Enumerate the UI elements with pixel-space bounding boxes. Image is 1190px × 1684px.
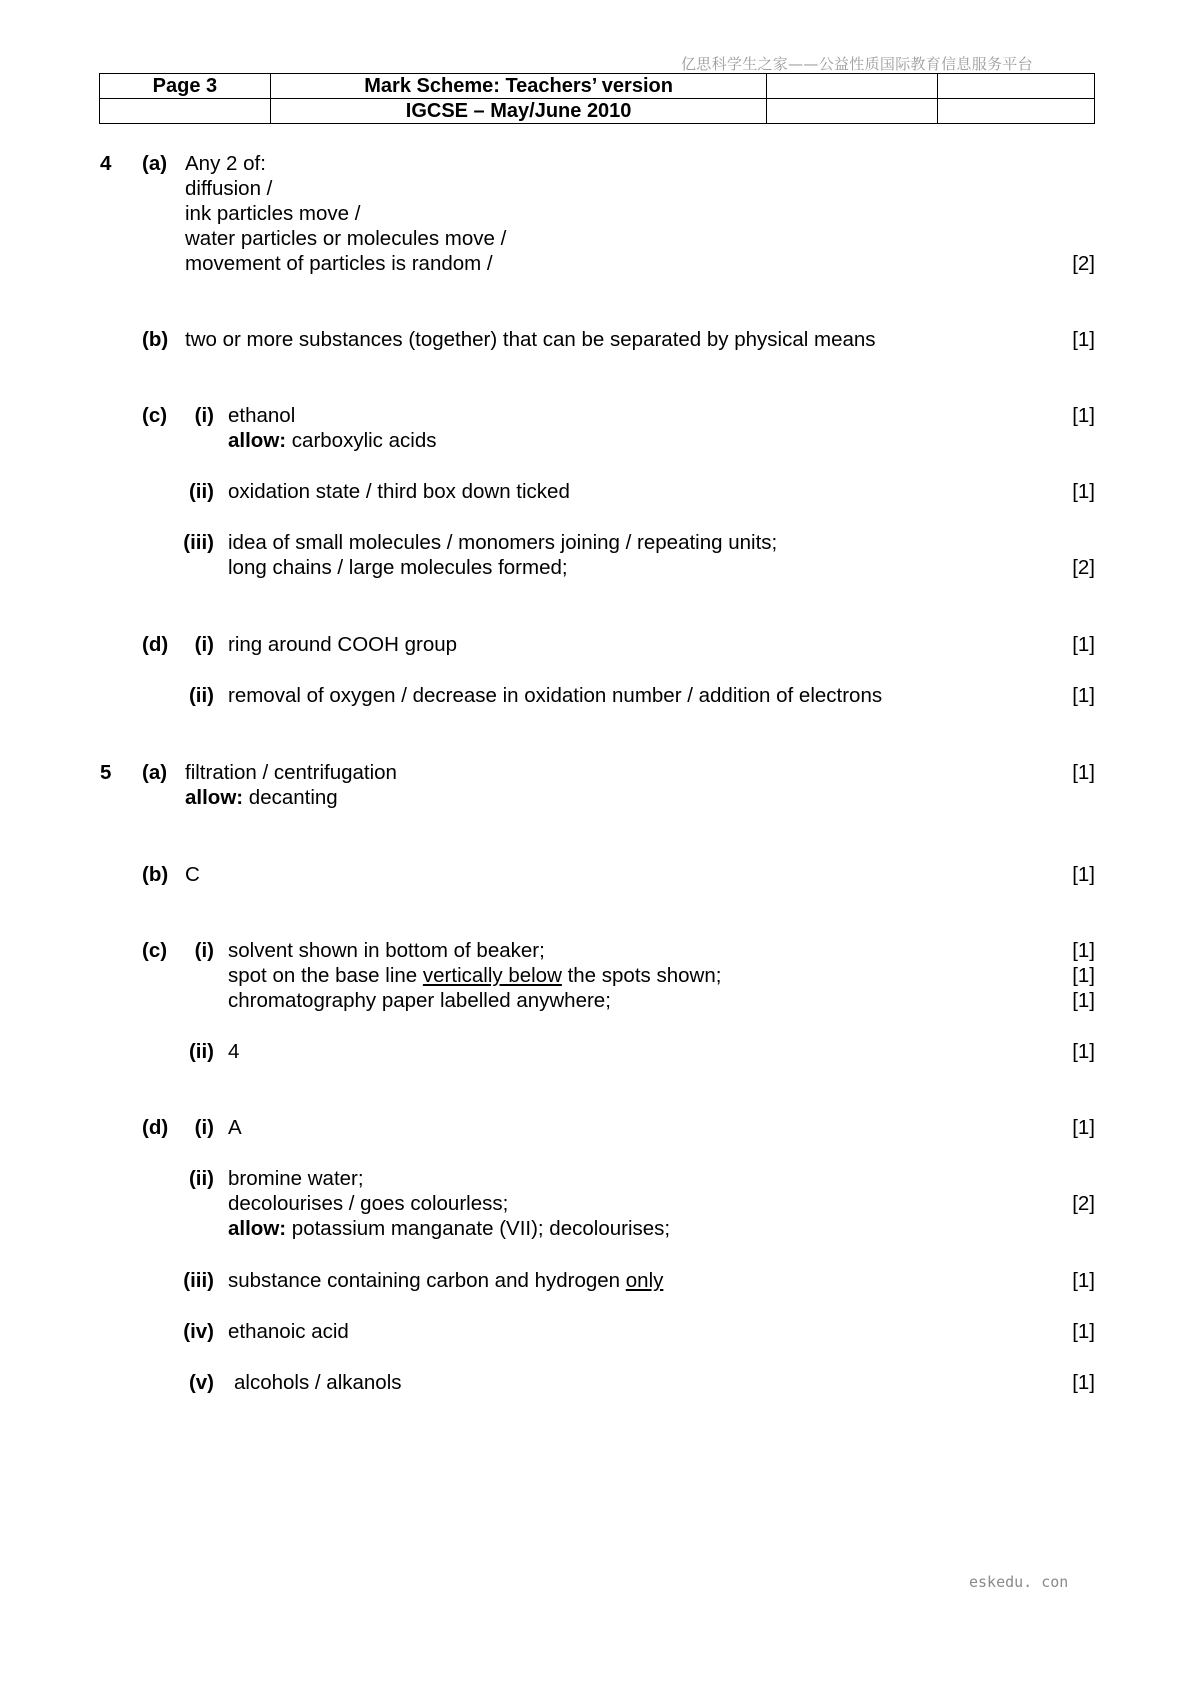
answer-line: oxidation state / third box down ticked [228,480,570,503]
answer-line: A [228,1116,242,1139]
answer-line: water particles or molecules move / [185,227,507,250]
answer-line: ink particles move / [185,202,361,225]
subpart-label: (v) [188,1371,214,1394]
subpart-label: (i) [194,1116,214,1139]
mark: [1] [1072,964,1095,987]
mark: [2] [1072,556,1095,579]
answer-line: decolourises / goes colourless; [228,1192,509,1215]
answer-line: spot on the base line vertically below the spots shown; [228,964,722,987]
allow-line [228,1216,670,1241]
header-empty-cell [767,99,938,124]
subpart-label: (ii) [188,1040,214,1063]
answer-line: ring around COOH group [228,633,458,656]
part-label: (b) [142,863,169,886]
answer-line: chromatography paper labelled anywhere; [228,989,611,1012]
mark: [1] [1072,684,1095,707]
part-label: (a) [142,152,168,175]
allow-line [185,785,338,810]
part-label: (b) [142,328,169,351]
header-empty-cell [938,74,1095,99]
mark: [1] [1072,989,1095,1012]
header-title: Mark Scheme: Teachers’ version [270,74,767,99]
part-label: (c) [142,939,168,962]
answer-line: movement of particles is random / [185,252,493,275]
subpart-label: (ii) [188,1167,214,1190]
answer-line: substance containing carbon and hydrogen only [228,1269,664,1292]
subpart-label: (ii) [188,684,214,707]
part-label: (d) [142,633,169,656]
watermark: 亿思科学生之家——公益性质国际教育信息服务平台 [681,55,1033,73]
underlined-text: only [625,1269,664,1292]
header-empty-cell [767,74,938,99]
allow-keyword: allow: [228,1217,287,1240]
allow-keyword: allow: [185,786,244,809]
mark: [1] [1072,863,1095,886]
answer-line: C [185,863,200,886]
answer-line: bromine water; [228,1167,364,1190]
allow-text: decanting [248,786,338,809]
subpart-label: (i) [194,939,214,962]
subpart-label: (i) [194,404,214,427]
allow-keyword: allow: [228,429,287,452]
mark: [1] [1072,761,1095,784]
answer-line: filtration / centrifugation [185,761,397,784]
answer-line: two or more substances (together) that can be separated by physical means [185,328,876,351]
mark: [1] [1072,633,1095,656]
header-empty-cell [938,99,1095,124]
allow-text: carboxylic acids [291,429,437,452]
underlined-text: vertically below [422,964,562,987]
mark: [1] [1072,480,1095,503]
part-label: (c) [142,404,168,427]
answer-line: ethanol [228,404,296,427]
part-label: (d) [142,1116,169,1139]
mark: [1] [1072,328,1095,351]
answer-line: ethanoic acid [228,1320,349,1343]
answer-line: alcohols / alkanols [234,1371,402,1394]
footer-site: eskedu. con [969,1573,1069,1591]
subpart-label: (i) [194,633,214,656]
question-number: 4 [100,152,112,175]
subpart-label: (iv) [183,1320,214,1343]
subpart-label: (ii) [188,480,214,503]
header-page: Page 3 [100,74,271,99]
mark: [1] [1072,939,1095,962]
answer-line: Any 2 of: [185,152,266,175]
part-label: (a) [142,761,168,784]
question-number: 5 [100,761,112,784]
answer-line: removal of oxygen / decrease in oxidation number / addition of electrons [228,684,883,707]
answer-line: diffusion / [185,177,273,200]
header-empty-cell [100,99,271,124]
header-exam: IGCSE – May/June 2010 [270,99,767,124]
answer-line: idea of small molecules / monomers joining / repeating units; [228,531,778,554]
allow-line [228,428,437,453]
mark: [2] [1072,252,1095,275]
mark: [1] [1072,404,1095,427]
answer-line: 4 [228,1040,240,1063]
mark: [1] [1072,1269,1095,1292]
allow-text: potassium manganate (VII); decolourises; [291,1217,671,1240]
answer-line: long chains / large molecules formed; [228,556,568,579]
mark: [1] [1072,1040,1095,1063]
mark: [2] [1072,1192,1095,1215]
header-table [99,73,1095,124]
mark: [1] [1072,1116,1095,1139]
subpart-label: (iii) [183,531,214,554]
mark: [1] [1072,1320,1095,1343]
subpart-label: (iii) [183,1269,214,1292]
mark: [1] [1072,1371,1095,1394]
answer-line: solvent shown in bottom of beaker; [228,939,545,962]
